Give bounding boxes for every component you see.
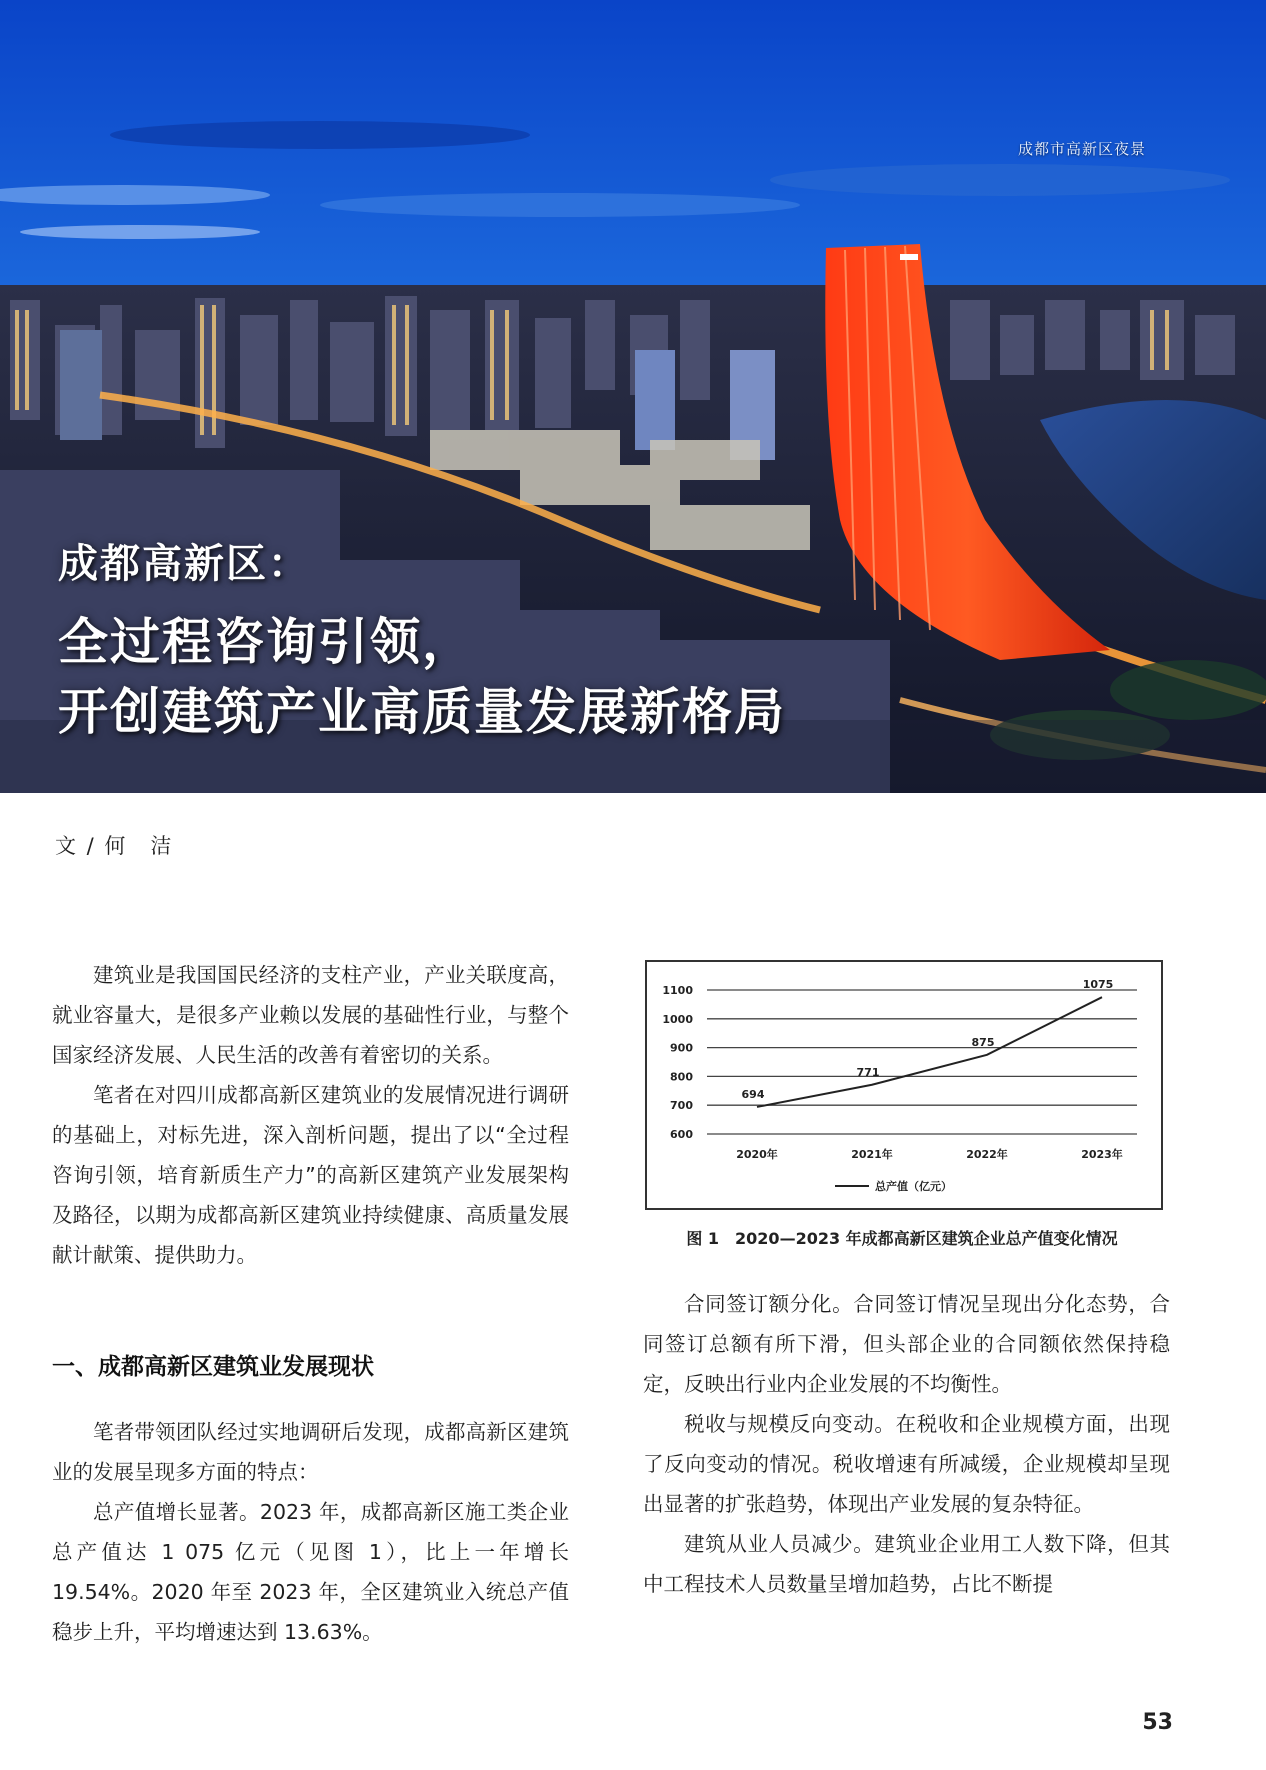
paragraph: 笔者带领团队经过实地调研后发现，成都高新区建筑业的发展呈现多方面的特点： xyxy=(52,1420,569,1484)
data-label: 694 xyxy=(741,1087,765,1101)
article-title-line-3: 开创建筑产业高质量发展新格局 xyxy=(58,683,786,741)
figure-caption: 图 1 2020—2023 年成都高新区建筑企业总产值变化情况 xyxy=(686,1229,1118,1248)
author-byline: 文 / 何 洁 xyxy=(55,834,174,858)
article-title-line-2: 全过程咨询引领， xyxy=(58,613,474,671)
photo-caption: 成都市高新区夜景 xyxy=(1017,140,1146,158)
hero-photo xyxy=(0,0,1266,793)
y-tick-label: 600 xyxy=(670,1128,693,1141)
page-number: 53 xyxy=(1142,1710,1173,1735)
y-tick-label: 1000 xyxy=(662,1012,693,1026)
data-label: 875 xyxy=(971,1035,995,1049)
article-title-line-1: 成都高新区： xyxy=(58,541,310,587)
x-tick-label: 2022年 xyxy=(966,1148,1008,1161)
right-column-body xyxy=(643,1284,1170,1604)
data-label: 771 xyxy=(856,1065,880,1079)
left-column-body xyxy=(52,1412,569,1652)
paragraph: 总产值增长显著。2023 年，成都高新区施工类企业总产值达 1 075 亿元（见图 1），比上一年增长 19.54%。2020 年至 2023 年，全区建筑业入统总产值稳步上升，平均增速达到 13.63%。 xyxy=(52,1500,569,1644)
line-chart xyxy=(645,960,1163,1210)
chart-svg xyxy=(647,962,1161,1208)
y-tick-label: 700 xyxy=(670,1099,693,1113)
section-heading: 一、成都高新区建筑业发展现状 xyxy=(52,1354,374,1380)
paragraph: 税收与规模反向变动。在税收和企业规模方面，出现了反向变动的情况。税收增速有所减缓，企业规模却呈现出显著的扩张趋势，体现出产业发展的复杂特征。 xyxy=(643,1412,1170,1516)
paragraph: 合同签订额分化。合同签订情况呈现出分化态势，合同签订总额有所下滑，但头部企业的合同额依然保持稳定，反映出行业内企业发展的不均衡性。 xyxy=(643,1292,1170,1396)
legend-label: 总产值（亿元） xyxy=(875,1180,952,1193)
paragraph: 笔者在对四川成都高新区建筑业的发展情况进行调研的基础上，对标先进，深入剖析问题，提出了以“全过程咨询引领，培育新质生产力”的高新区建筑产业发展架构及路径，以期为成都高新区建筑业持续健康、高质量发展献计献策、提供助力。 xyxy=(52,1083,569,1267)
left-column-intro xyxy=(52,955,569,1275)
paragraph: 建筑从业人员减少。建筑业企业用工人数下降，但其中工程技术人员数量呈增加趋势，占比不断提 xyxy=(643,1532,1170,1596)
series-line xyxy=(757,997,1102,1107)
paragraph: 建筑业是我国国民经济的支柱产业，产业关联度高，就业容量大，是很多产业赖以发展的基础性行业，与整个国家经济发展、人民生活的改善有着密切的关系。 xyxy=(52,963,569,1067)
data-label: 1075 xyxy=(1082,978,1114,992)
x-tick-label: 2023年 xyxy=(1081,1148,1123,1161)
x-tick-label: 2021年 xyxy=(851,1148,893,1161)
y-tick-label: 1100 xyxy=(662,984,693,997)
y-tick-label: 900 xyxy=(670,1041,693,1055)
y-tick-label: 800 xyxy=(670,1070,693,1084)
x-tick-label: 2020年 xyxy=(736,1148,778,1161)
